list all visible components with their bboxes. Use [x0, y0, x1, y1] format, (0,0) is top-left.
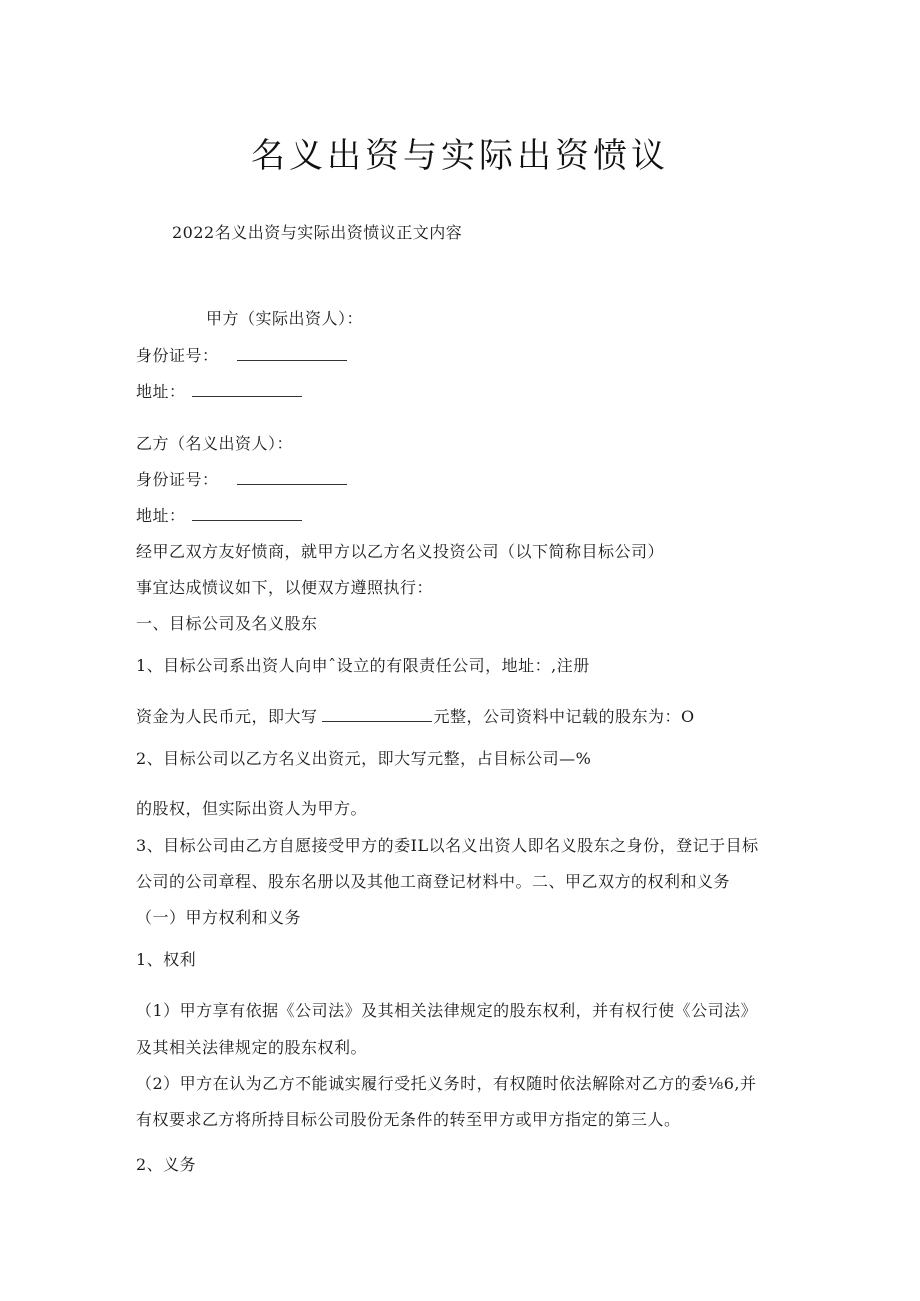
party-b-id-blank	[237, 470, 347, 485]
paragraph-line: 及其相关法律规定的股东权利。	[136, 1038, 368, 1057]
paragraph-line: （2）甲方在认为乙方不能诚实履行受托义务时，有权随时依法解除对乙方的委⅛6,并	[136, 1074, 757, 1093]
paragraph-line: 3、目标公司由乙方自愿接受甲方的委IL以名义出资人即名义股东之身份，登记于目标	[136, 836, 759, 855]
paragraph-line: 公司的公司章程、股东名册以及其他工商登记材料中。二、甲乙双方的权利和义务	[136, 872, 731, 891]
subsection-heading: （一）甲方权利和义务	[136, 908, 302, 927]
document-title: 名义出资与实际出资愤议	[251, 136, 669, 176]
document-subtitle: 2022名义出资与实际出资愤议正文内容	[172, 223, 463, 242]
party-a-address-label: 地址：	[136, 382, 186, 401]
party-b-id-line	[136, 469, 347, 491]
party-a-address-blank	[192, 382, 302, 397]
paragraph-line: 有权要求乙方将所持目标公司股份无条件的转至甲方或甲方指定的第三人。	[136, 1110, 681, 1129]
party-b-address-label: 地址：	[136, 506, 186, 525]
capital-line-after: 元整，公司资料中记载的股东为：O	[433, 707, 695, 726]
party-a-heading: 甲方（实际出资人）：	[206, 309, 364, 328]
party-b-id-label: 身份证号：	[136, 470, 219, 489]
subsection-heading: 1、权利	[136, 950, 197, 969]
paragraph-line: 事宜达成愤议如下，以便双方遵照执行：	[136, 578, 434, 597]
paragraph-line: 2、目标公司以乙方名义出资元，即大写元整，占目标公司—%	[136, 749, 592, 768]
paragraph-line: 经甲乙双方友好愤商，就甲方以乙方名义投资公司（以下简称目标公司）	[136, 542, 665, 561]
party-a-id-label: 身份证号：	[136, 346, 219, 365]
capital-line-before: 资金为人民币元，即大写	[136, 707, 318, 726]
party-b-address-blank	[192, 506, 302, 521]
paragraph-line: 的股权，但实际出资人为甲方。	[136, 799, 368, 818]
party-a-id-line	[136, 345, 347, 367]
subsection-heading: 2、义务	[136, 1155, 197, 1174]
capital-line	[136, 706, 695, 728]
section-heading: 一、目标公司及名义股东	[136, 614, 318, 633]
paragraph-line: （1）甲方享有依据《公司法》及其相关法律规定的股东权利，并有权行使《公司法》	[136, 1001, 758, 1020]
party-b-heading: 乙方（名义出资人）：	[136, 434, 294, 453]
party-a-address-line	[136, 381, 302, 403]
party-b-address-line	[136, 505, 302, 527]
party-a-id-blank	[237, 346, 347, 361]
capital-amount-blank	[322, 707, 432, 722]
paragraph-line: 1、目标公司系出资人向申ˆ设立的有限责任公司，地址：,注册	[136, 656, 590, 675]
